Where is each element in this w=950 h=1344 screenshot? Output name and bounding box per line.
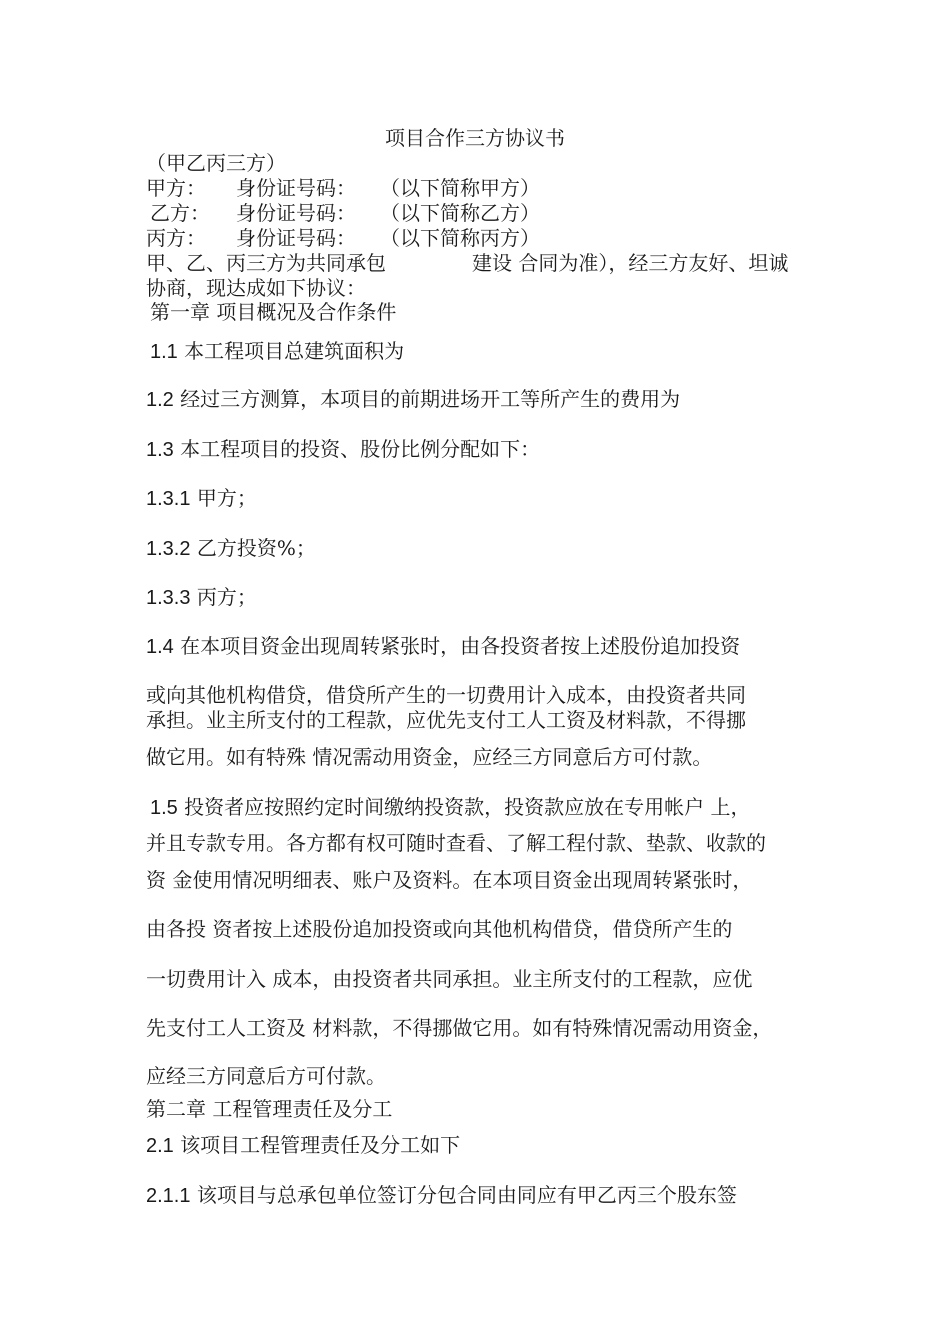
clause-number: 1.2 <box>146 389 174 411</box>
clause-1-5-line-3: 资 金使用情况明细表、账户及资料。在本项目资金出现周转紧张时， <box>146 868 753 892</box>
clause-1-3-2 <box>146 536 316 561</box>
party-c-alias: （以下简称丙方） <box>380 226 540 250</box>
clause-1-4-line-4: 做它用。如有特殊 情况需动用资金，应经三方同意后方可付款。 <box>146 745 713 769</box>
clause-1-3-1 <box>146 486 257 511</box>
document-subtitle: （甲乙丙三方） <box>146 151 286 175</box>
chapter-2-heading: 第二章 工程管理责任及分工 <box>146 1097 393 1121</box>
clause-1-5-line-7: 应经三方同意后方可付款。 <box>146 1064 386 1088</box>
clause-number: 1.3.1 <box>146 488 191 510</box>
intro-part-2: 建设 合同为准），经三方友好、坦诚 <box>472 251 789 275</box>
clause-1-2 <box>146 387 680 412</box>
clause-1-1 <box>150 339 404 364</box>
clause-1-4-line-3: 承担。业主所支付的工程款，应优先支付工人工资及材料款，不得挪 <box>146 708 746 732</box>
clause-text: 经过三方测算，本项目的前期进场开工等所产生的费用为 <box>180 387 681 411</box>
clause-text: 甲方； <box>196 486 257 510</box>
clause-1-3 <box>146 437 540 462</box>
party-b-name: 乙方： <box>150 201 210 225</box>
intro-line-2: 协商，现达成如下协议： <box>146 276 366 300</box>
clause-1-4-line-2: 或向其他机构借贷，借贷所产生的一切费用计入成本，由投资者共同 <box>146 683 746 707</box>
clause-text: 乙方投资%； <box>196 536 316 560</box>
clause-number: 2.1.1 <box>146 1185 191 1207</box>
document-title: 项目合作三方协议书 <box>385 126 565 150</box>
party-a-name: 甲方： <box>146 176 206 200</box>
clause-number: 2.1 <box>146 1135 174 1157</box>
clause-1-4-line-1 <box>146 634 740 659</box>
clause-number: 1.1 <box>150 341 178 363</box>
intro-part-1: 甲、乙、丙三方为共同承包 <box>146 251 386 275</box>
party-a-alias: （以下简称甲方） <box>380 176 540 200</box>
clause-number: 1.3 <box>146 439 174 461</box>
clause-text: 本工程项目总建筑面积为 <box>184 339 405 363</box>
clause-1-5-line-5: 一切费用计入 成本，由投资者共同承担。业主所支付的工程款，应优 <box>146 967 753 991</box>
party-a-id-label: 身份证号码： <box>236 176 356 200</box>
party-b-id-label: 身份证号码： <box>236 201 356 225</box>
clause-2-1 <box>146 1133 460 1158</box>
clause-1-5-line-6: 先支付工人工资及 材料款，不得挪做它用。如有特殊情况需动用资金， <box>146 1016 773 1040</box>
party-c-name: 丙方： <box>146 226 206 250</box>
chapter-1-heading: 第一章 项目概况及合作条件 <box>150 300 397 324</box>
clause-1-5-line-1 <box>150 795 751 820</box>
clause-number: 1.3.2 <box>146 538 191 560</box>
party-c-id-label: 身份证号码： <box>236 226 356 250</box>
clause-1-3-3 <box>146 585 257 610</box>
party-b-alias: （以下简称乙方） <box>380 201 540 225</box>
clause-text: 该项目与总承包单位签订分包合同由同应有甲乙丙三个股东签 <box>196 1183 737 1207</box>
clause-text: 丙方； <box>196 585 257 609</box>
clause-1-5-line-4: 由各投 资者按上述股份追加投资或向其他机构借贷，借贷所产生的 <box>146 917 733 941</box>
clause-2-1-1 <box>146 1183 737 1208</box>
clause-text: 投资者应按照约定时间缴纳投资款，投资款应放在专用帐户 上， <box>184 795 751 819</box>
clause-text: 本工程项目的投资、股份比例分配如下： <box>180 437 541 461</box>
clause-text: 在本项目资金出现周转紧张时，由各投资者按上述股份追加投资 <box>180 634 741 658</box>
clause-number: 1.5 <box>150 797 178 819</box>
clause-number: 1.3.3 <box>146 587 191 609</box>
clause-number: 1.4 <box>146 636 174 658</box>
clause-text: 该项目工程管理责任及分工如下 <box>180 1133 461 1157</box>
clause-1-5-line-2: 并且专款专用。各方都有权可随时查看、了解工程付款、垫款、收款的 <box>146 831 766 855</box>
